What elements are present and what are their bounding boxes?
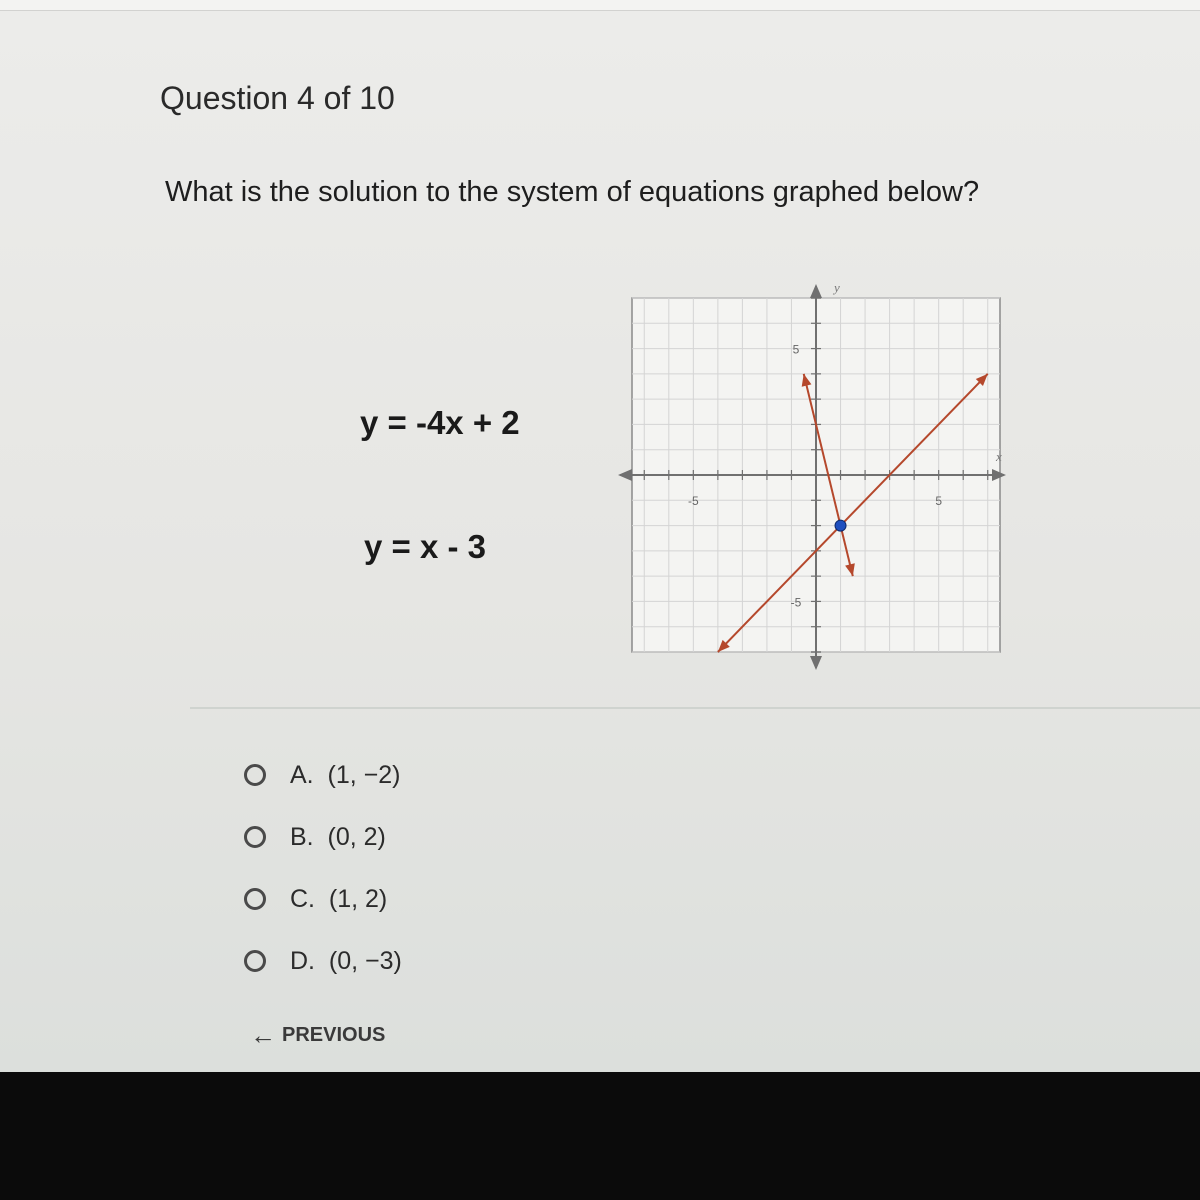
graph-svg <box>600 270 1020 680</box>
top-bar <box>0 0 1200 11</box>
y-axis-arrow-up <box>810 284 822 298</box>
answer-option-b[interactable] <box>244 817 386 857</box>
answer-option-d[interactable] <box>244 941 402 981</box>
equation-1: y = -4x + 2 <box>360 404 520 441</box>
previous-button[interactable] <box>250 1022 385 1048</box>
radio-button-icon[interactable] <box>244 950 266 972</box>
x-axis-label: x <box>996 449 1002 464</box>
answer-label-b: B. (0, 2) <box>290 822 386 851</box>
x-tick-label: 5 <box>935 494 943 508</box>
divider <box>190 707 1200 709</box>
answer-option-a[interactable] <box>244 755 400 795</box>
graph <box>600 270 1020 680</box>
previous-label: PREVIOUS <box>282 1023 386 1046</box>
question-text: What is the solution to the system of equations graphed below? <box>165 176 980 208</box>
y-axis-arrow-down <box>810 656 822 670</box>
answer-option-c[interactable] <box>244 879 387 919</box>
radio-button-icon[interactable] <box>244 826 266 848</box>
answer-label-a: A. (1, −2) <box>290 760 401 789</box>
y-tick-label: -5 <box>790 595 802 610</box>
arrow-left-icon: ← <box>250 1020 276 1050</box>
equation-2: y = x - 3 <box>364 528 486 565</box>
intersection-point <box>835 520 846 531</box>
y-axis-label: y <box>834 280 840 295</box>
x-tick-label: -5 <box>687 494 699 508</box>
answer-label-c: C. (1, 2) <box>290 884 388 913</box>
radio-button-icon[interactable] <box>244 764 266 786</box>
radio-button-icon[interactable] <box>244 888 266 910</box>
question-counter: Question 4 of 10 <box>160 80 395 116</box>
x-axis-arrow-left <box>618 469 632 481</box>
y-tick-label: 5 <box>792 342 800 357</box>
answer-label-d: D. (0, −3) <box>290 946 402 975</box>
